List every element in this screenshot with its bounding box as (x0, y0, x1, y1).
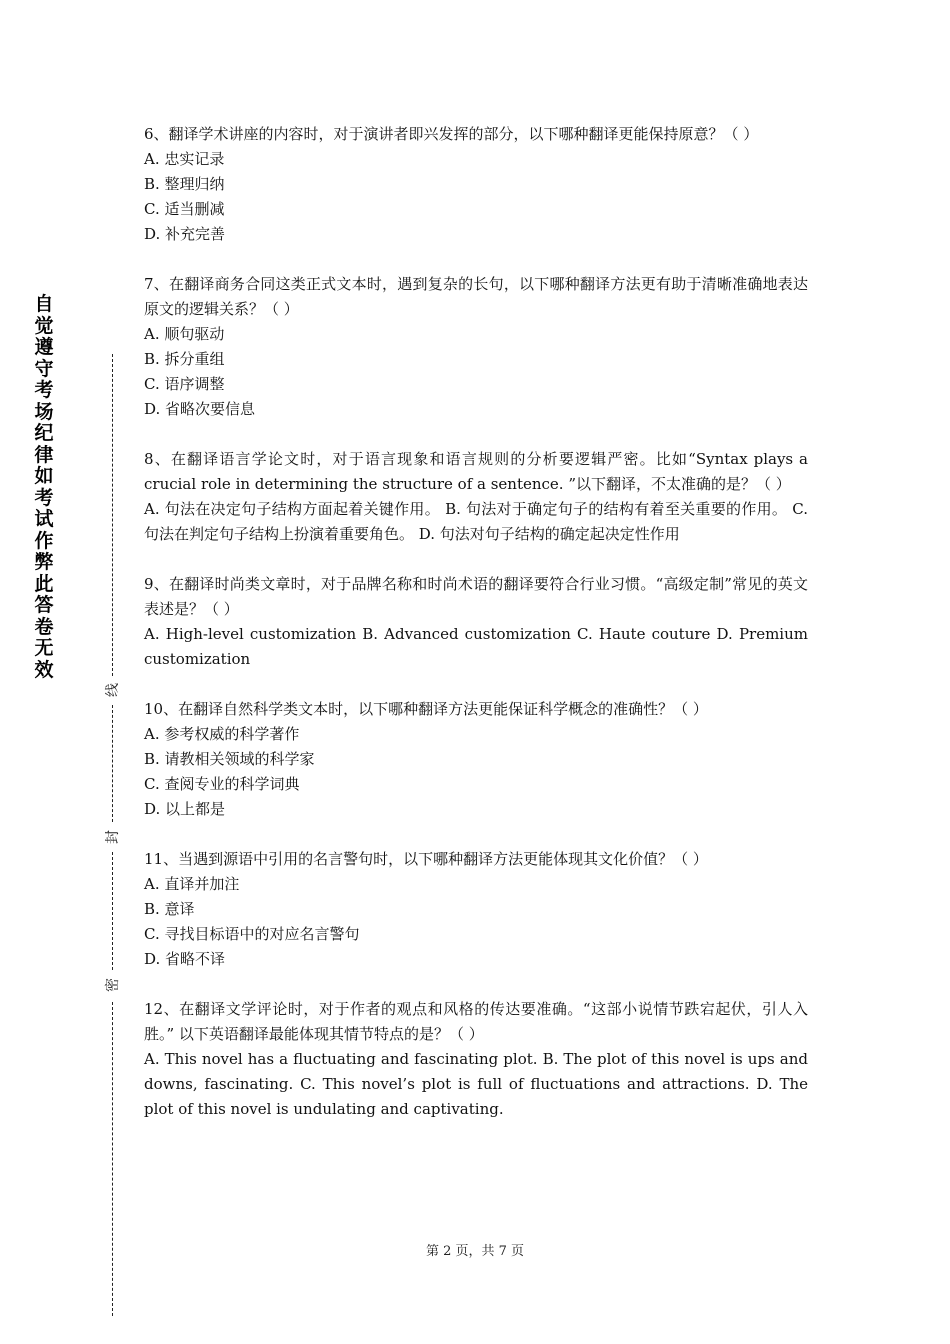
exam-discipline-notice: 自觉遵守考场纪律如考试作弊此答卷无效 (34, 293, 54, 681)
question-7 (144, 272, 808, 422)
question-9 (144, 572, 808, 672)
question-options: A. This novel has a fluctuating and fascinating plot. B. The plot of this novel is ups and downs, fascinating. C. This novel’s plot is full of fluctuations and attractions. D. The plot of this novel is undulating and captivating. (144, 1050, 808, 1118)
option-a: A. 直译并加注 (144, 875, 240, 893)
question-options: A. High-level customization B. Advanced customization C. Haute couture D. Premium customization (144, 625, 808, 668)
option-d: D. 补充完善 (144, 225, 226, 243)
question-stem: 10、在翻译自然科学类文本时，以下哪种翻译方法更能保证科学概念的准确性？（ ） (144, 700, 708, 718)
option-b: B. 意译 (144, 900, 195, 918)
question-11 (144, 847, 808, 972)
question-stem: 12、在翻译文学评论时，对于作者的观点和风格的传达要准确。“这部小说情节跌宕起伏，引人入胜。” 以下英语翻译最能体现其情节特点的是？（ ） (144, 1000, 808, 1043)
question-10 (144, 697, 808, 822)
binding-dashed-line (112, 1002, 113, 1316)
option-b: B. 拆分重组 (144, 350, 225, 368)
question-6 (144, 122, 808, 247)
question-list (144, 122, 808, 1147)
question-8 (144, 447, 808, 547)
binding-dashed-line (112, 705, 113, 822)
binding-label-seal: 封 (105, 830, 121, 844)
option-a: A. 参考权威的科学著作 (144, 725, 300, 743)
option-d: D. 省略次要信息 (144, 400, 256, 418)
question-stem: 6、翻译学术讲座的内容时，对于演讲者即兴发挥的部分，以下哪种翻译更能保持原意？（ ） (144, 125, 759, 143)
binding-label-secret: 密 (105, 978, 121, 992)
question-options: A. 句法在决定句子结构方面起着关键作用。 B. 句法对于确定句子的结构有着至关重要的作用。 C. 句法在判定句子结构上扮演着重要角色。 D. 句法对句子结构的确定起决定性作用 (144, 500, 808, 543)
binding-label-line: 线 (105, 683, 121, 697)
binding-dashed-line (112, 852, 113, 970)
option-c: C. 寻找目标语中的对应名言警句 (144, 925, 360, 943)
option-c: C. 查阅专业的科学词典 (144, 775, 300, 793)
question-stem: 11、当遇到源语中引用的名言警句时，以下哪种翻译方法更能体现其文化价值？（ ） (144, 850, 708, 868)
question-stem: 8、在翻译语言学论文时，对于语言现象和语言规则的分析要逻辑严密。比如“Syntax plays a crucial role in determining the structure of a sentence. ”以下翻译，不太准确的是？（ ） (144, 450, 808, 493)
option-d: D. 以上都是 (144, 800, 226, 818)
question-stem: 9、在翻译时尚类文章时，对于品牌名称和时尚术语的翻译要符合行业习惯。“高级定制”常见的英文表述是？（ ） (144, 575, 808, 618)
option-b: B. 请教相关领域的科学家 (144, 750, 315, 768)
option-d: D. 省略不译 (144, 950, 226, 968)
option-a: A. 顺句驱动 (144, 325, 225, 343)
option-a: A. 忠实记录 (144, 150, 225, 168)
option-c: C. 适当删减 (144, 200, 225, 218)
question-stem: 7、在翻译商务合同这类正式文本时，遇到复杂的长句，以下哪种翻译方法更有助于清晰准确地表达原文的逻辑关系？（ ） (144, 275, 808, 318)
page-number: 第 2 页，共 7 页 (425, 1244, 525, 1259)
option-c: C. 语序调整 (144, 375, 225, 393)
binding-dashed-line (112, 354, 113, 676)
question-12 (144, 997, 808, 1122)
option-b: B. 整理归纳 (144, 175, 225, 193)
